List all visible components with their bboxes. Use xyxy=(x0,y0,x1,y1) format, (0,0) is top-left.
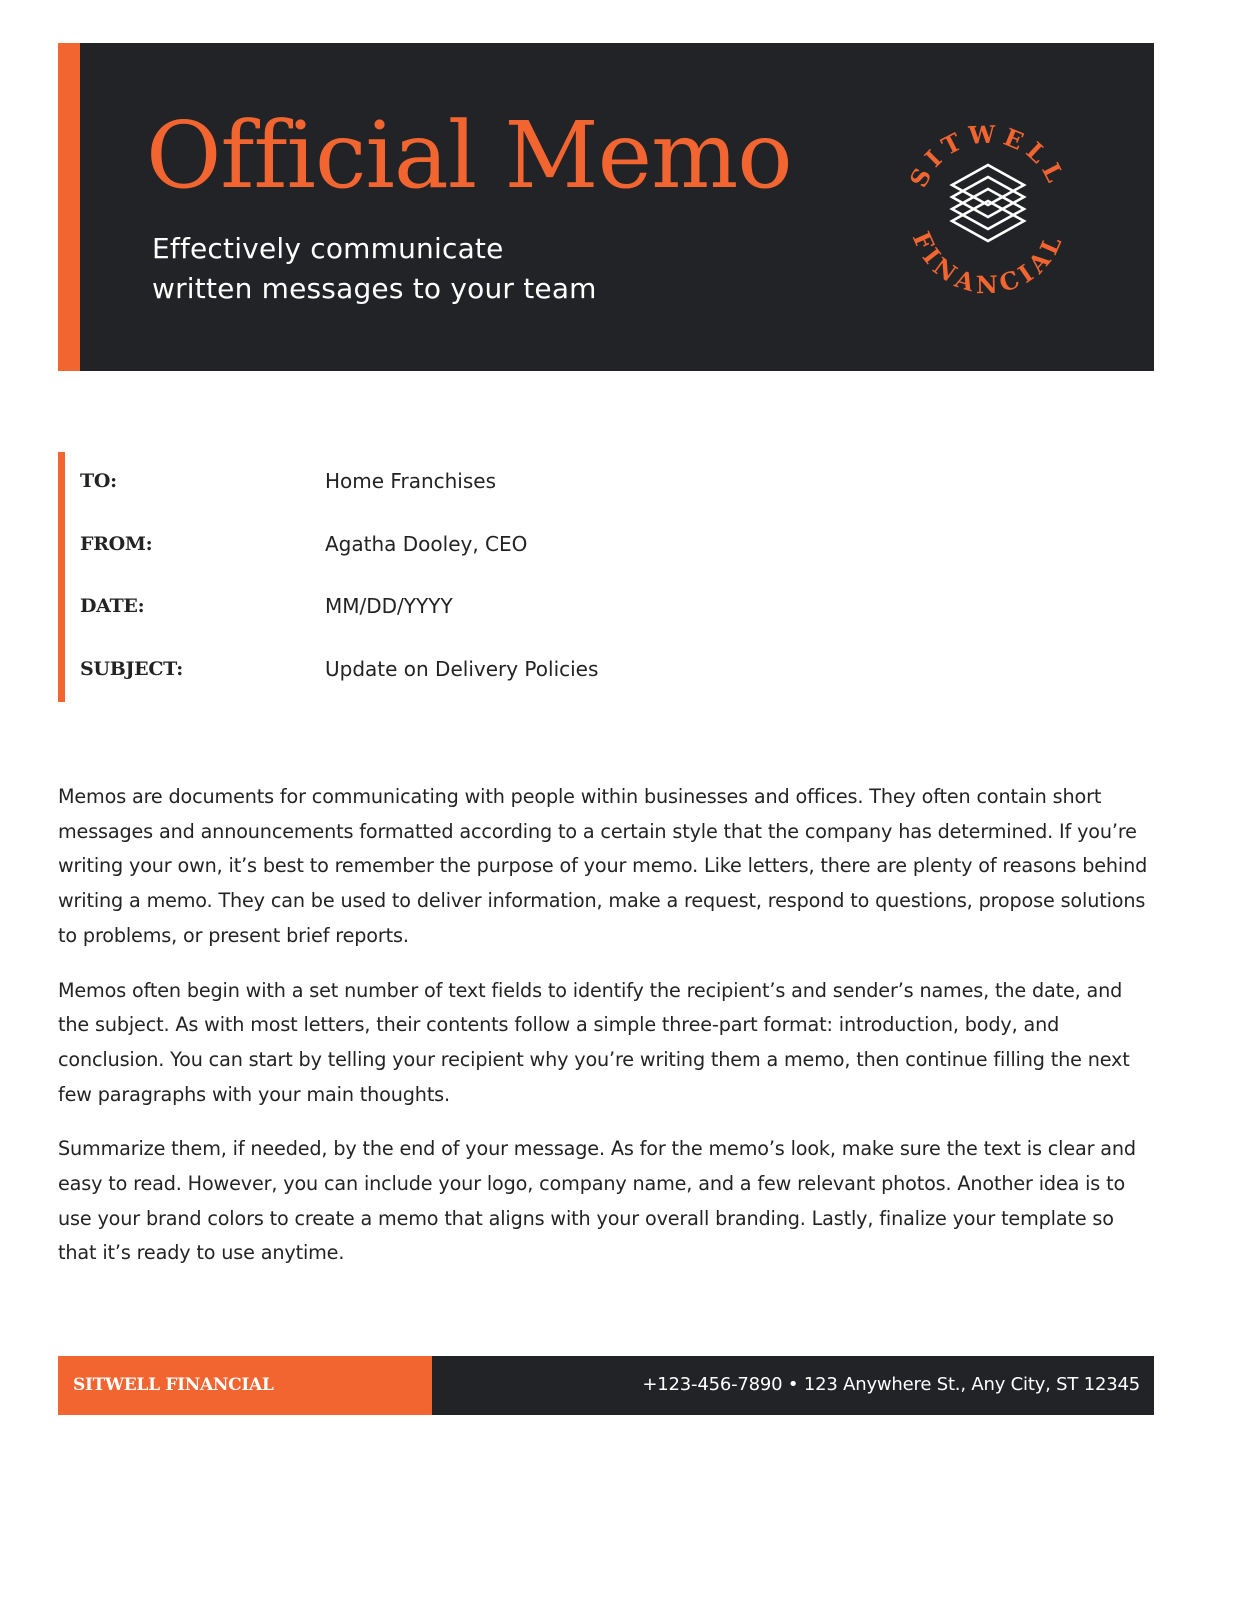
memo-subtitle xyxy=(152,229,672,309)
body-paragraph-1: Memos are documents for communicating with people within businesses and offices. They often contain short messages and announcements formatted according to a certain style that the company has determined. If you’re writing your own, it’s best to remember the purpose of your memo. Like letters, there are plenty of reasons behind writing a memo. They can be used to deliver information, make a request, respond to questions, propose solutions to problems, or present brief reports. xyxy=(58,785,1148,947)
field-label-to: TO: xyxy=(80,470,117,492)
footer-contact-info: +123-456-7890 • 123 Anywhere St., Any City, ST 12345 xyxy=(642,1374,1140,1395)
field-value-subject: Update on Delivery Policies xyxy=(325,657,599,681)
svg-text:SITWELL: SITWELL xyxy=(903,119,1073,192)
fields-accent-line xyxy=(58,452,65,702)
footer-brand-block xyxy=(58,1356,432,1415)
sitwell-financial-logo-icon xyxy=(900,111,1076,307)
svg-text:FINANCIAL: FINANCIAL xyxy=(906,227,1070,300)
field-label-from: FROM: xyxy=(80,533,153,555)
memo-header xyxy=(58,43,1154,371)
field-to xyxy=(80,461,760,501)
memo-fields xyxy=(58,452,758,702)
memo-body xyxy=(58,780,1158,1291)
field-subject xyxy=(80,649,760,689)
field-value-to: Home Franchises xyxy=(325,469,496,493)
footer-brand-name: SITWELL FINANCIAL xyxy=(73,1375,274,1395)
stacked-layers-icon xyxy=(952,165,1024,241)
memo-title: Official Memo xyxy=(146,102,792,209)
field-from xyxy=(80,524,760,564)
header-accent-bar xyxy=(58,43,80,371)
field-value-from: Agatha Dooley, CEO xyxy=(325,532,528,556)
field-label-date: DATE: xyxy=(80,595,145,617)
subtitle-line-1: Effectively communicate xyxy=(152,232,504,265)
subtitle-line-2: written messages to your team xyxy=(152,272,597,305)
body-paragraph-2: Memos often begin with a set number of text fields to identify the recipient’s and sender’s names, the date, and the subject. As with most letters, their contents follow a simple three-part format: introduction, body, and conclusion. You can start by telling your recipient why you’re writing them a memo, then continue filling the next few paragraphs with your main thoughts. xyxy=(58,978,1130,1106)
field-date xyxy=(80,586,760,626)
field-label-subject: SUBJECT: xyxy=(80,658,184,680)
memo-footer xyxy=(58,1356,1154,1415)
company-logo xyxy=(900,111,1076,307)
body-paragraph-3: Summarize them, if needed, by the end of your message. As for the memo’s look, make sure the text is clear and easy to read. However, you can include your logo, company name, and a few relevant photos. Another idea is to use your brand colors to create a memo that aligns with your overall branding. Lastly, finalize your template so that it’s ready to use anytime. xyxy=(58,1137,1136,1265)
field-value-date: MM/DD/YYYY xyxy=(325,594,453,618)
